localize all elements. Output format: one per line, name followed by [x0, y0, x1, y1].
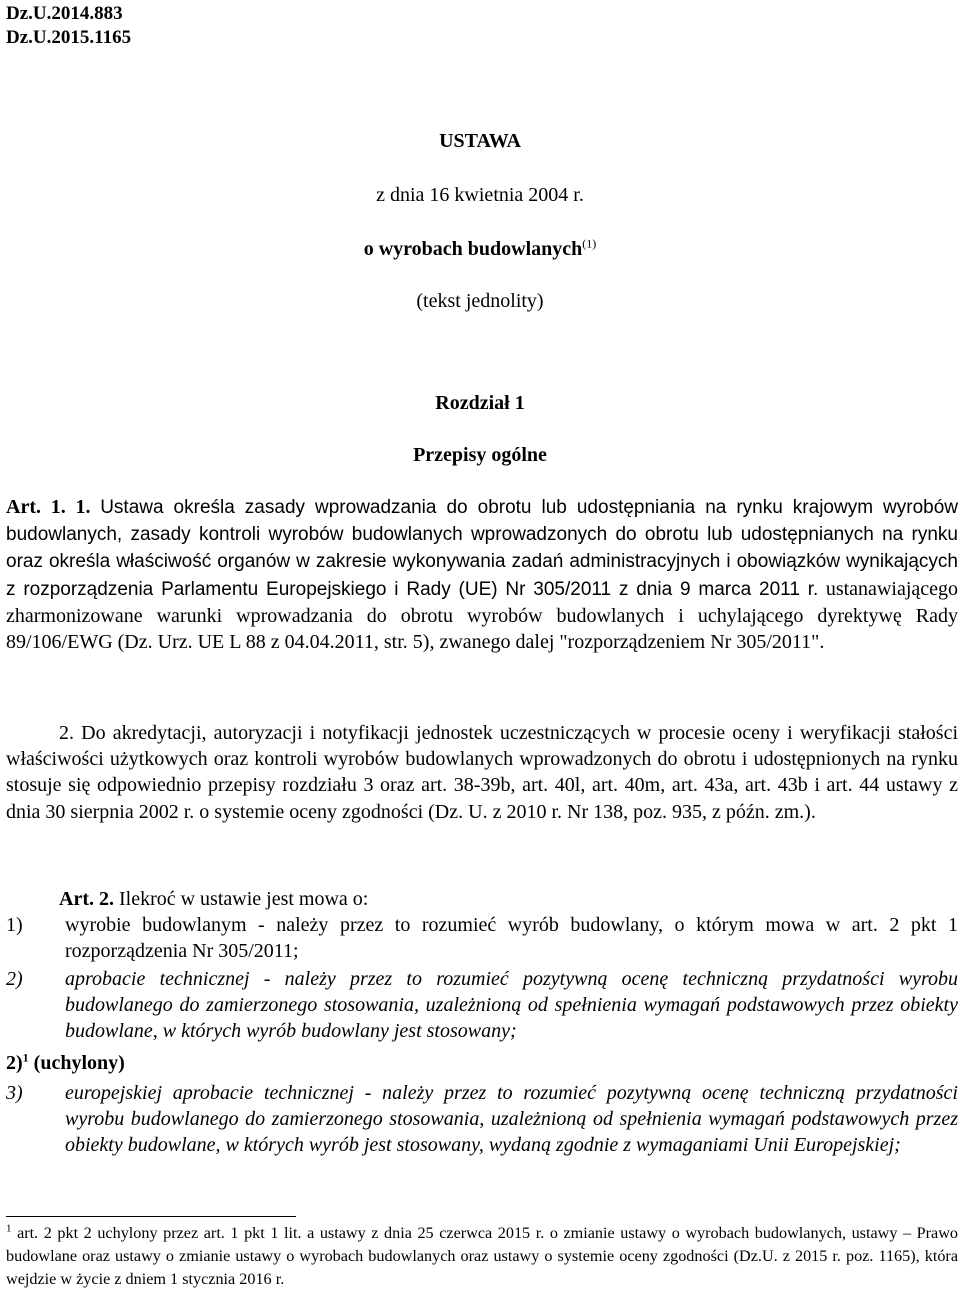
art1-paragraph-1 — [6, 494, 958, 655]
art2-item-2-number: 2) — [6, 968, 23, 990]
art1-p1-number: 1. — [75, 496, 91, 518]
footnote-separator — [6, 1216, 296, 1217]
art2-item-3 — [6, 1080, 958, 1159]
art2-item-2-repealed-text: (uchylony) — [33, 1052, 125, 1074]
art2-item-1-number: 1) — [6, 914, 23, 936]
art1-p1-text-cont: ustanawiającego zharmonizowane warunki wprowadzania do obrotu wyrobów budowlanych i uchylającego dyrektywę Rady 89/106/EWG (Dz. Urz. UE L 88 z 04.04.2011, str. 5), zwanego dalej "rozporządzeniem Nr 305/2011". — [6, 577, 959, 654]
footnote-text: art. 2 pkt 2 uchylony przez art. 1 pkt 1 lit. a ustawy z dnia 25 czerwca 2015 r. o zmianie ustawy o wyrobach budowlanych, ustawy – Prawo budowlane oraz ustawy o zmianie ustawy o wyrobach budowlanych oraz ustawy o systemie oceny zgodności (Dz.U. z 2015 r. poz. 1165), która wejdzie w życie z dniem 1 stycznia 2016 r. — [6, 1224, 959, 1288]
art2-item-2-repealed — [6, 1050, 958, 1076]
act-subject-footnote-ref: (1) — [582, 236, 597, 251]
art2-intro-text: Ilekroć w ustawie jest mowa o: — [118, 888, 369, 910]
art2-item-3-text: europejskiej aprobacie technicznej - należy przez to rozumieć pozytywną ocenę techniczną przydatności wyrobu budowlanego do zamierzonego stosowania, uzależnioną od spełnienia wymagań podstawowych przez obiekty budowlane, w których wyrób jest stosowany, wydaną zgodnie z wymaganiami Unii Europejskiej; — [65, 1082, 958, 1157]
art1-p2-number: 2. — [59, 722, 74, 744]
art2-label: Art. 2. — [59, 888, 114, 910]
art2-item-2 — [6, 966, 958, 1045]
art2-item-2-text: aprobacie technicznej - należy przez to rozumieć pozytywną ocenę techniczną przydatności wyrobu budowlanego do zamierzonego stosowania, uzależnioną od spełnienia wymagań podstawowych przez obiekty budowlane, w których wyrób budowlany jest stosowany; — [65, 968, 958, 1043]
act-title: USTAWA — [439, 130, 521, 152]
art2-intro — [6, 886, 958, 912]
art1-p2-text: Do akredytacji, autoryzacji i notyfikacji jednostek uczestniczących w procesie oceny i weryfikacji stałości właściwości użytkowych oraz kontroli wyrobów budowlanych wprowadzonych do obrotu i udostępnionych na rynku stosuje się odpowiednio przepisy rozdziału 3 oraz art. 38-39b, art. 40l, art. 40m, art. 43a, art. 43b i art. 44 ustawy z dnia 30 sierpnia 2002 r. o systemie oceny zgodności (Dz. U. z 2010 r. Nr 138, poz. 935, z późn. zm.). — [6, 722, 959, 823]
footnote-number: 1 — [6, 1222, 12, 1235]
art2-item-1-text: wyrobie budowlanym - należy przez to rozumieć wyrób budowlany, o którym mowa w art. 2 pkt 1 rozporządzenia Nr 305/2011; — [65, 914, 958, 963]
consolidated-text-note: (tekst jednolity) — [416, 290, 544, 312]
journal-reference-2: Dz.U.2015.1165 — [6, 27, 132, 48]
act-subject — [0, 238, 960, 261]
art2-item-2-footnote-ref: 1 — [22, 1050, 29, 1065]
act-date: z dnia 16 kwietnia 2004 r. — [376, 184, 584, 206]
art1-label: Art. 1. — [6, 496, 66, 518]
art2-item-1 — [6, 912, 958, 964]
art2-item-2-repealed-number: 2) — [6, 1052, 23, 1074]
act-subject-text: o wyrobach budowlanych — [363, 238, 583, 260]
art1-p1-text: Ustawa określa zasady wprowadzania do obrotu lub udostępniania na rynku krajowym wyrobów budowlanych, zasady kontroli wyrobów budowlanych wprowadzonych do obrotu lub udostępnianych na rynku oraz określa właściwość organów w zakresie wykonywania zadań administracyjnych i obowiązków wynikających z rozporządzenia Parlamentu Europejskiego i Rady (UE) Nr 305/2011 z dnia 9 marca 2011 r. — [6, 497, 959, 600]
art1-paragraph-2 — [6, 720, 958, 825]
chapter-name: Przepisy ogólne — [413, 444, 547, 466]
art2-item-3-number: 3) — [6, 1082, 23, 1104]
journal-reference-1: Dz.U.2014.883 — [6, 3, 123, 24]
chapter-label: Rozdział 1 — [435, 392, 525, 414]
footnote — [6, 1222, 958, 1291]
